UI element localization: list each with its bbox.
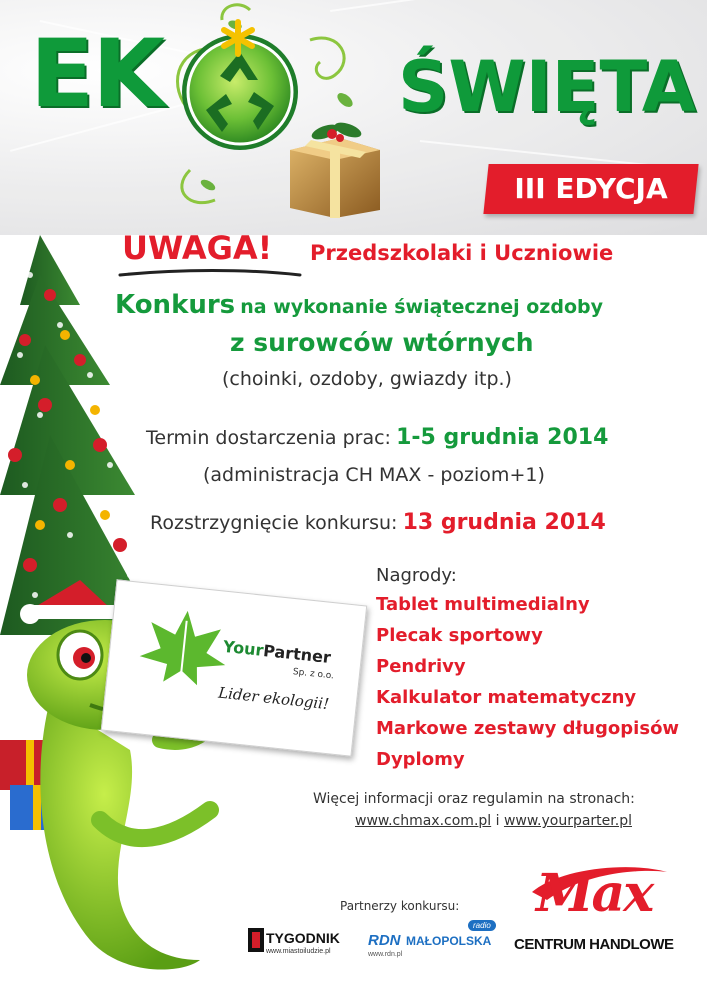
resolution-value: 13 grudnia 2014 xyxy=(402,510,606,535)
radio-tag: radio xyxy=(468,920,496,931)
link-yourpartner[interactable]: www.yourparter.pl xyxy=(503,813,632,829)
radio-logo xyxy=(368,920,510,962)
prize-item: Kalkulator matematyczny xyxy=(376,687,637,708)
sign-brand xyxy=(222,637,332,667)
info-text: Więcej informacji oraz regulamin na stronach: xyxy=(313,791,635,807)
deadline-label: Termin dostarczenia prac: xyxy=(146,427,391,449)
sign-brand-your: Your xyxy=(222,636,265,660)
prize-item: Markowe zestawy długopisów xyxy=(376,718,680,739)
link-connector: i xyxy=(495,813,500,829)
max-logo xyxy=(514,862,674,962)
partners-heading: Partnerzy konkursu: xyxy=(340,899,460,913)
prize-item: Pendrivy xyxy=(376,656,466,677)
prizes-heading: Nagrody: xyxy=(376,565,457,586)
deadline-value: 1-5 grudnia 2014 xyxy=(396,425,609,450)
contest-description: na wykonanie świątecznej ozdoby xyxy=(240,296,604,318)
prize-item: Tablet multimedialny xyxy=(376,594,590,615)
prize-item: Plecak sportowy xyxy=(376,625,543,646)
edition-badge xyxy=(483,164,698,214)
resolution-label: Rozstrzygnięcie konkursu: xyxy=(150,512,398,534)
tygodnik-url: www.miastoiludzie.pl xyxy=(266,948,331,955)
gift-box-icon xyxy=(280,110,390,220)
radio-short: RDN xyxy=(368,932,401,949)
alert-text: UWAGA! xyxy=(122,229,273,267)
deadline-line xyxy=(146,427,608,449)
tygodnik-name: TYGODNIK xyxy=(266,930,340,946)
contest-word: Konkurs xyxy=(115,290,236,320)
tygodnik-mark-inner xyxy=(252,932,260,948)
deadline-location: (administracja CH MAX - poziom+1) xyxy=(203,464,545,486)
sign-brand-partner: Partner xyxy=(262,641,332,668)
prize-item: Dyplomy xyxy=(376,749,465,770)
max-wordmark: Max xyxy=(536,863,653,924)
title-eko: EK xyxy=(30,20,164,129)
radio-name: MAŁOPOLSKA xyxy=(406,934,492,948)
resolution-line xyxy=(150,512,606,534)
info-links xyxy=(355,814,632,828)
edition-badge-label: III EDYCJA xyxy=(514,172,668,205)
link-chmax[interactable]: www.chmax.com.pl xyxy=(355,813,492,829)
tygodnik-logo xyxy=(248,928,350,962)
contest-description-2: z surowców wtórnych xyxy=(230,328,534,357)
alert-underline xyxy=(118,267,303,281)
contest-examples: (choinki, ozdoby, gwiazdy itp.) xyxy=(222,368,512,390)
contest-line xyxy=(115,292,603,318)
radio-url: www.rdn.pl xyxy=(368,951,403,958)
star-icon xyxy=(218,18,258,58)
title-swieta: ŚWIĘTA xyxy=(398,46,696,128)
max-subtitle: CENTRUM HANDLOWE xyxy=(514,936,674,953)
partner-sign xyxy=(101,579,368,757)
sign-company-suffix: Sp. z o.o. xyxy=(292,667,335,682)
sign-motto: Lider ekologii! xyxy=(217,683,330,714)
audience-text: Przedszkolaki i Uczniowie xyxy=(310,241,614,265)
leaf-icon xyxy=(135,601,233,690)
